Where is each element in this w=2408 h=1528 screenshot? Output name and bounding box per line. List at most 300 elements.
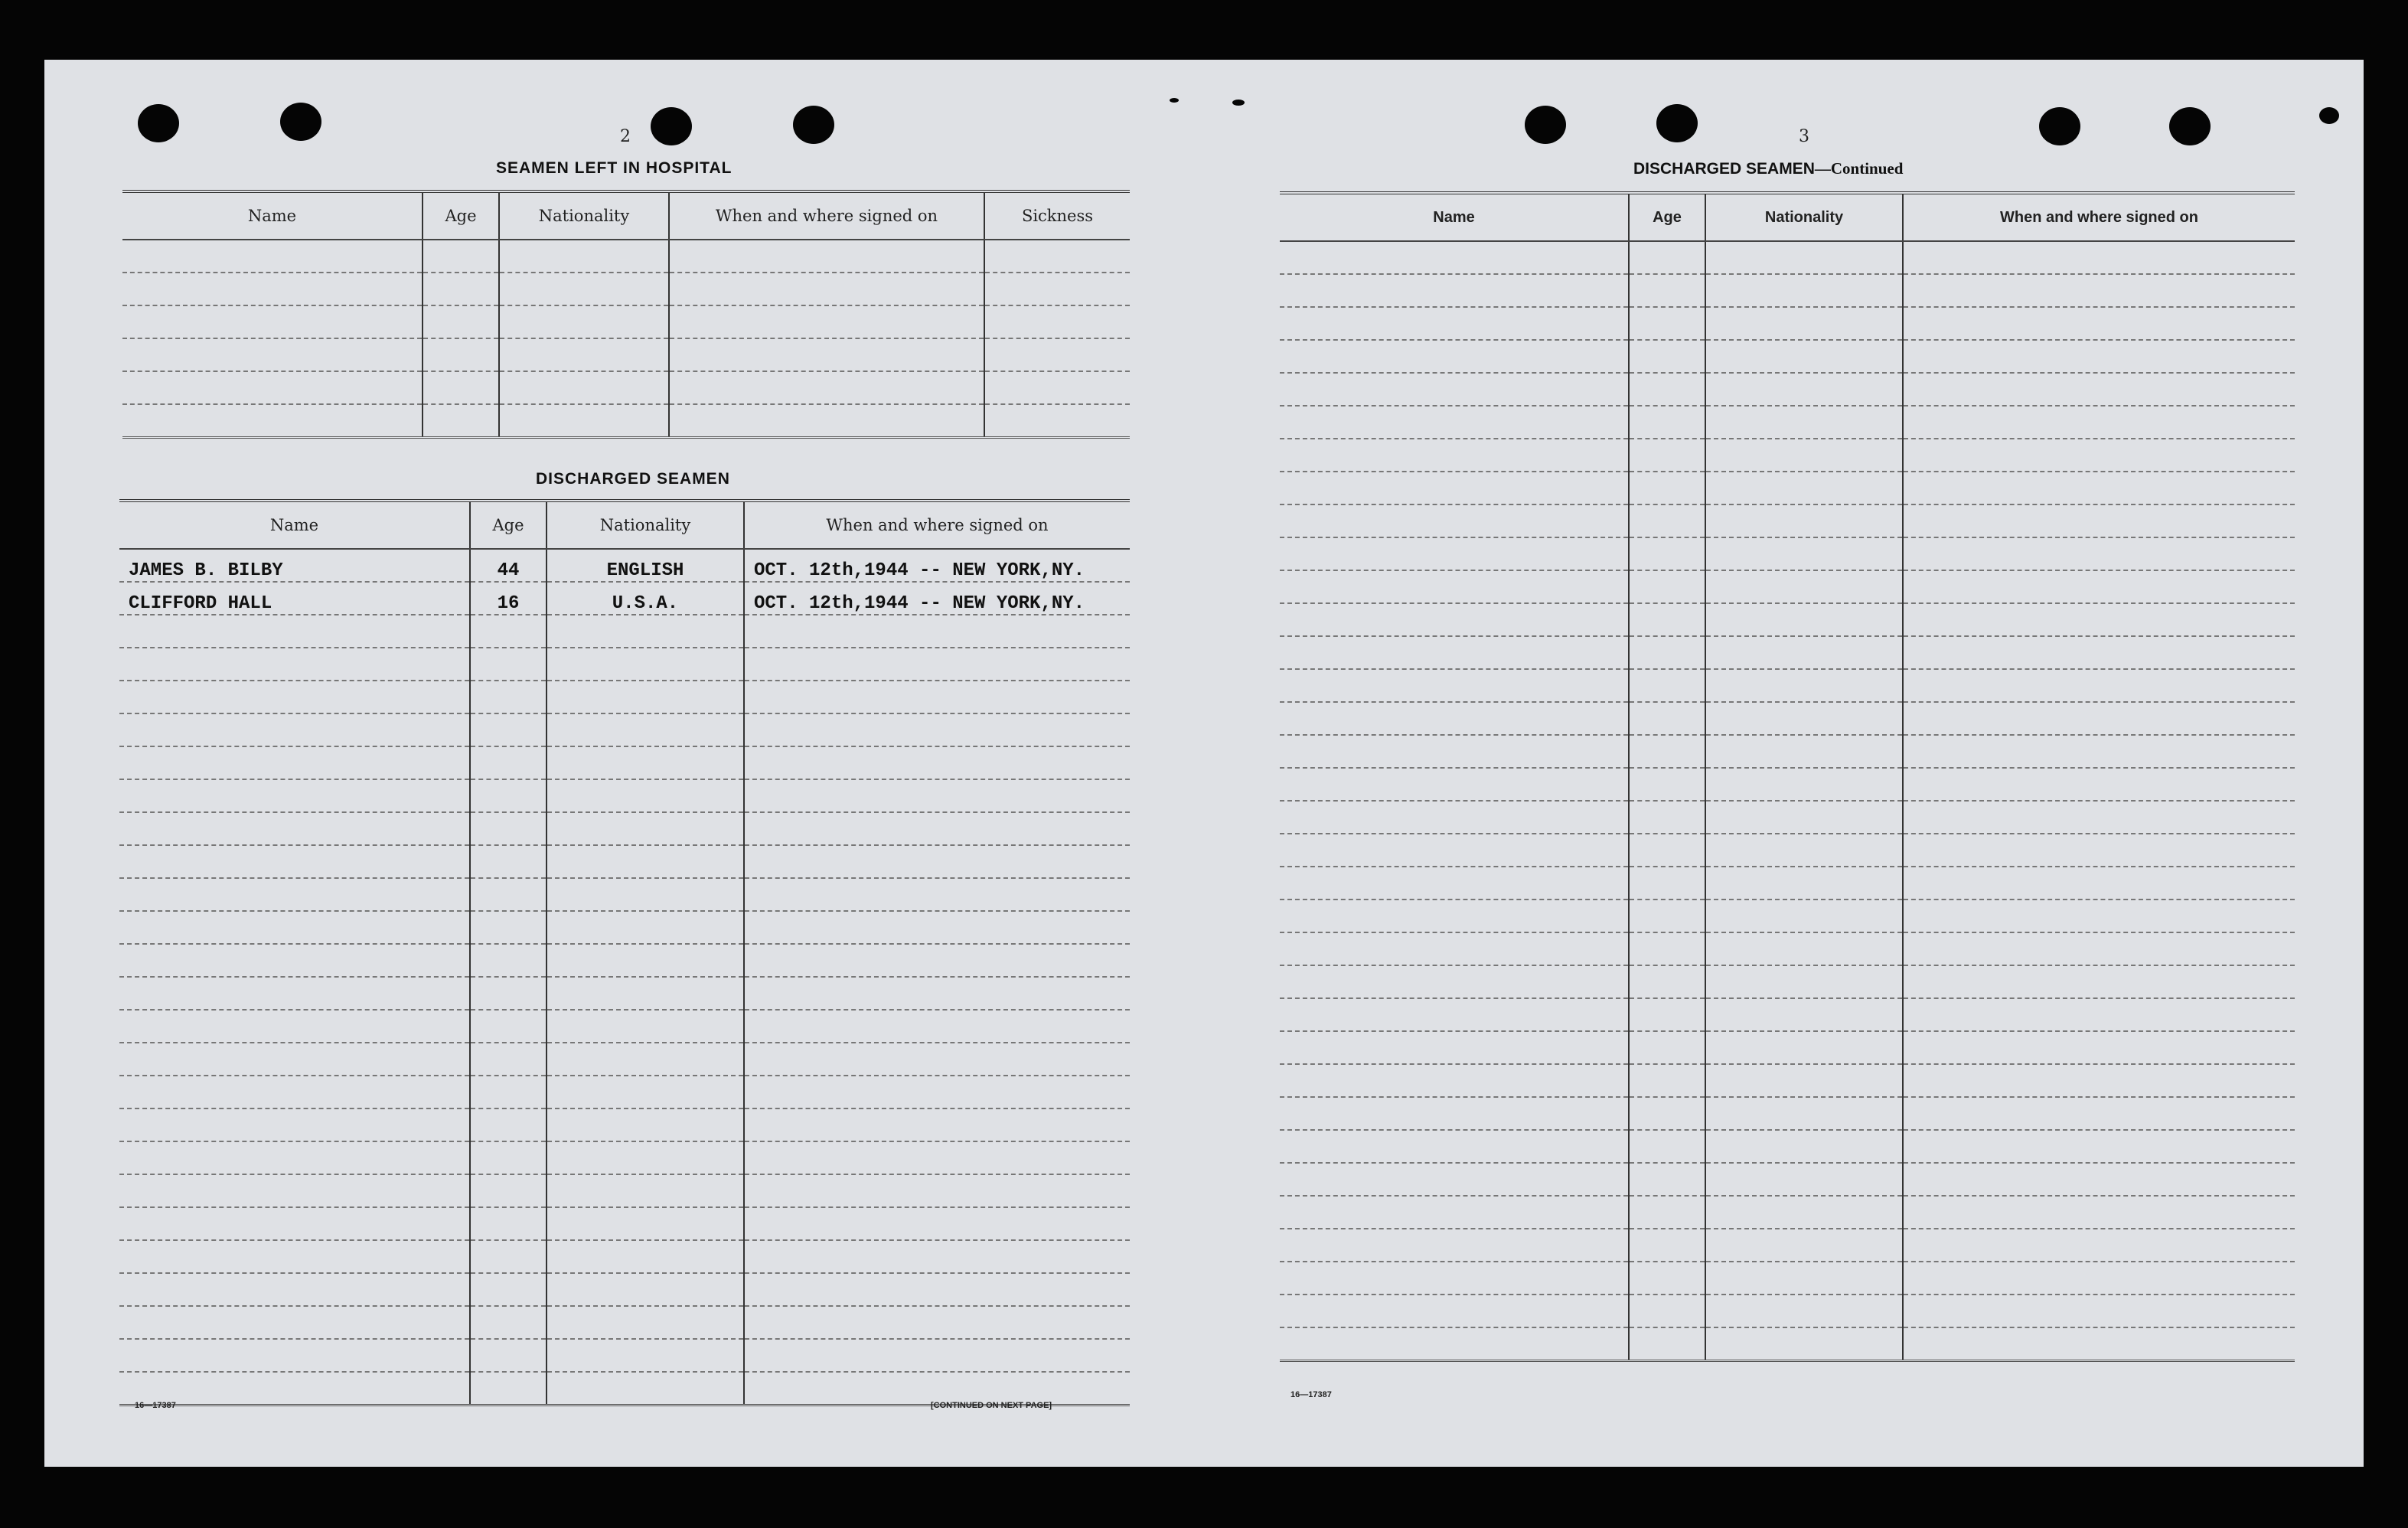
cell (470, 1108, 547, 1141)
cell (744, 845, 1130, 878)
cell (1903, 801, 2295, 834)
cell (1705, 373, 1903, 406)
cell (1629, 603, 1705, 636)
column-header-sickness: Sickness (984, 191, 1130, 240)
table-row (122, 305, 1130, 338)
cell (1280, 867, 1629, 899)
cell (119, 878, 470, 911)
cell (499, 338, 669, 371)
cell (1629, 998, 1705, 1031)
hospital-table (122, 190, 1130, 439)
cell (1280, 834, 1629, 867)
cell (1903, 965, 2295, 998)
cell (744, 1174, 1130, 1207)
cell (984, 371, 1130, 404)
form-number: 16—17387 (135, 1401, 176, 1410)
table-row (119, 878, 1130, 911)
cell (423, 371, 499, 404)
cell (1280, 735, 1629, 768)
cell (470, 812, 547, 845)
cell (1280, 1163, 1629, 1196)
cell (1629, 1327, 1705, 1361)
table-row (1280, 406, 2295, 439)
table-row (1280, 603, 2295, 636)
table-row (1280, 1262, 2295, 1295)
table-row (1280, 241, 2295, 274)
cell (669, 305, 984, 338)
column-header-age: Age (470, 501, 547, 549)
cell (470, 681, 547, 713)
cell (1280, 603, 1629, 636)
cell (1629, 241, 1705, 274)
cell (1280, 340, 1629, 373)
cell (744, 681, 1130, 713)
cell (1629, 735, 1705, 768)
cell (1280, 1295, 1629, 1327)
cell (1629, 867, 1705, 899)
cell (470, 1339, 547, 1372)
table-row (1280, 768, 2295, 801)
cell (119, 1108, 470, 1141)
table-row (1280, 504, 2295, 537)
cell (1629, 504, 1705, 537)
table-header-row (1280, 193, 2295, 241)
cell (119, 1339, 470, 1372)
cell (119, 944, 470, 977)
cell (547, 746, 744, 779)
cell (1903, 998, 2295, 1031)
table-row (1280, 1130, 2295, 1163)
cell (547, 1010, 744, 1043)
cell (1903, 274, 2295, 307)
cell (744, 878, 1130, 911)
column-header-nationality: Nationality (499, 191, 669, 240)
table-row (119, 1273, 1130, 1306)
table-row (1280, 1163, 2295, 1196)
table-row (1280, 1031, 2295, 1064)
table-row (1280, 1295, 2295, 1327)
cell (499, 371, 669, 404)
cell (470, 1174, 547, 1207)
cell (744, 1207, 1130, 1240)
cell (1705, 867, 1903, 899)
table-row (1280, 702, 2295, 735)
cell (547, 977, 744, 1010)
cell (122, 371, 423, 404)
cell (1629, 1130, 1705, 1163)
table-row (1280, 932, 2295, 965)
cell (1280, 274, 1629, 307)
table-row (122, 240, 1130, 273)
cell (1903, 1196, 2295, 1229)
cell (1705, 570, 1903, 603)
cell (1280, 307, 1629, 340)
cell (1280, 1229, 1629, 1262)
cell (984, 273, 1130, 305)
cell (669, 273, 984, 305)
title-text: DISCHARGED SEAMEN (1633, 160, 1815, 178)
seaman-nationality: U.S.A. (547, 582, 744, 615)
cell (423, 273, 499, 305)
cell (119, 713, 470, 746)
cell (744, 1076, 1130, 1108)
cell (423, 404, 499, 438)
cell (1629, 1097, 1705, 1130)
cell (1280, 1327, 1629, 1361)
cell (470, 1372, 547, 1406)
cell (1280, 1262, 1629, 1295)
cell (1280, 570, 1629, 603)
cell (1903, 867, 2295, 899)
cell (1629, 1031, 1705, 1064)
table-row (1280, 899, 2295, 932)
table-row (119, 648, 1130, 681)
cell (1280, 406, 1629, 439)
cell (1903, 1295, 2295, 1327)
cell (669, 338, 984, 371)
speck (1232, 100, 1245, 106)
cell (1903, 439, 2295, 472)
table-row (119, 845, 1130, 878)
cell (1705, 1196, 1903, 1229)
cell (547, 878, 744, 911)
discharged-table (119, 499, 1130, 1406)
cell (1629, 669, 1705, 702)
discharged-section-title: DISCHARGED SEAMEN (536, 470, 730, 488)
cell (1629, 274, 1705, 307)
cell (1705, 669, 1903, 702)
discharged-continued-title (1633, 159, 1903, 178)
cell (744, 1043, 1130, 1076)
cell (1629, 537, 1705, 570)
cell (744, 1306, 1130, 1339)
cell (547, 648, 744, 681)
cell (1903, 537, 2295, 570)
punch-hole (1656, 104, 1698, 142)
table-row (1280, 439, 2295, 472)
cell (499, 240, 669, 273)
cell (1903, 1262, 2295, 1295)
seaman-age: 16 (470, 582, 547, 615)
cell (1280, 1196, 1629, 1229)
cell (470, 977, 547, 1010)
cell (1705, 1064, 1903, 1097)
cell (119, 1010, 470, 1043)
cell (1705, 1262, 1903, 1295)
table-row (1280, 867, 2295, 899)
cell (1705, 965, 1903, 998)
cell (1903, 702, 2295, 735)
cell (119, 1076, 470, 1108)
cell (470, 1273, 547, 1306)
cell (119, 681, 470, 713)
cell (1903, 932, 2295, 965)
cell (1705, 307, 1903, 340)
cell (1629, 834, 1705, 867)
speck (1170, 98, 1179, 103)
cell (547, 944, 744, 977)
cell (119, 1174, 470, 1207)
cell (1903, 340, 2295, 373)
cell (1280, 801, 1629, 834)
table-row (119, 746, 1130, 779)
column-header-age: Age (1629, 193, 1705, 241)
cell (547, 615, 744, 648)
cell (547, 779, 744, 812)
cell (744, 1240, 1130, 1273)
table-row (1280, 735, 2295, 768)
cell (1705, 1031, 1903, 1064)
table-row (119, 681, 1130, 713)
cell (547, 681, 744, 713)
table-row (1280, 636, 2295, 669)
hospital-section-title: SEAMEN LEFT IN HOSPITAL (496, 159, 733, 177)
table-row (1280, 1064, 2295, 1097)
table-row (1280, 570, 2295, 603)
table-row (122, 371, 1130, 404)
cell (744, 812, 1130, 845)
table-row (1280, 1327, 2295, 1361)
cell (547, 713, 744, 746)
table-row (1280, 801, 2295, 834)
cell (1280, 537, 1629, 570)
table-row (119, 549, 1130, 582)
cell (122, 240, 423, 273)
cell (1903, 1163, 2295, 1196)
table-row (119, 779, 1130, 812)
table-row (119, 1141, 1130, 1174)
cell (1705, 472, 1903, 504)
seaman-nationality: ENGLISH (547, 549, 744, 582)
cell (119, 1273, 470, 1306)
title-suffix: —Continued (1814, 159, 1904, 178)
cell (470, 878, 547, 911)
cell (1705, 702, 1903, 735)
cell (470, 1076, 547, 1108)
cell (470, 1306, 547, 1339)
column-header-name: Name (122, 191, 423, 240)
cell (1280, 241, 1629, 274)
cell (423, 338, 499, 371)
table-row (1280, 834, 2295, 867)
cell (1903, 1327, 2295, 1361)
table-row (1280, 307, 2295, 340)
cell (1705, 735, 1903, 768)
column-header-name: Name (1280, 193, 1629, 241)
cell (547, 1076, 744, 1108)
cell (470, 911, 547, 944)
cell (1629, 1196, 1705, 1229)
cell (122, 305, 423, 338)
table-row (119, 911, 1130, 944)
cell (119, 845, 470, 878)
table-row (119, 1306, 1130, 1339)
table-row (119, 1108, 1130, 1141)
cell (744, 1010, 1130, 1043)
cell (1705, 1327, 1903, 1361)
cell (744, 911, 1130, 944)
cell (1903, 307, 2295, 340)
punch-hole (1525, 106, 1566, 144)
cell (1705, 537, 1903, 570)
cell (744, 615, 1130, 648)
table-row (119, 1010, 1130, 1043)
table-row (1280, 373, 2295, 406)
cell (122, 338, 423, 371)
cell (1280, 669, 1629, 702)
cell (1629, 899, 1705, 932)
table-row (119, 615, 1130, 648)
cell (119, 1372, 470, 1406)
cell (547, 845, 744, 878)
cell (744, 1339, 1130, 1372)
cell (547, 1372, 744, 1406)
cell (1903, 669, 2295, 702)
seaman-signed-on: OCT. 12th,1944 -- NEW YORK,NY. (744, 582, 1130, 615)
cell (744, 1141, 1130, 1174)
cell (1903, 406, 2295, 439)
table-row (119, 812, 1130, 845)
cell (1280, 899, 1629, 932)
cell (470, 1010, 547, 1043)
cell (1705, 1130, 1903, 1163)
page-number: 3 (1799, 127, 1809, 146)
cell (984, 404, 1130, 438)
cell (1705, 768, 1903, 801)
table-row (122, 273, 1130, 305)
cell (1629, 965, 1705, 998)
cell (1629, 801, 1705, 834)
cell (119, 1306, 470, 1339)
cell (470, 746, 547, 779)
cell (547, 1273, 744, 1306)
table-row (119, 1339, 1130, 1372)
table-row (1280, 669, 2295, 702)
continued-note: [CONTINUED ON NEXT PAGE] (931, 1401, 1052, 1410)
cell (744, 713, 1130, 746)
discharged-continued-table (1280, 191, 2295, 1362)
cell (1629, 570, 1705, 603)
cell (1705, 340, 1903, 373)
cell (1629, 472, 1705, 504)
cell (1280, 504, 1629, 537)
cell (1903, 472, 2295, 504)
cell (547, 1043, 744, 1076)
cell (1903, 735, 2295, 768)
seaman-age: 44 (470, 549, 547, 582)
cell (1705, 932, 1903, 965)
cell (1629, 406, 1705, 439)
cell (669, 404, 984, 438)
cell (119, 1240, 470, 1273)
cell (119, 615, 470, 648)
cell (1629, 1064, 1705, 1097)
cell (1280, 472, 1629, 504)
table-row (122, 404, 1130, 438)
cell (1280, 636, 1629, 669)
cell (1629, 373, 1705, 406)
table-row (119, 713, 1130, 746)
cell (1280, 768, 1629, 801)
cell (1280, 1031, 1629, 1064)
cell (470, 648, 547, 681)
cell (1280, 702, 1629, 735)
cell (119, 746, 470, 779)
cell (1903, 1064, 2295, 1097)
cell (1903, 1229, 2295, 1262)
cell (1705, 603, 1903, 636)
cell (1705, 834, 1903, 867)
seaman-signed-on: OCT. 12th,1944 -- NEW YORK,NY. (744, 549, 1130, 582)
cell (1903, 1130, 2295, 1163)
punch-hole (2039, 107, 2080, 145)
cell (1705, 1097, 1903, 1130)
cell (1280, 439, 1629, 472)
cell (499, 273, 669, 305)
cell (1280, 1064, 1629, 1097)
table-header-row (122, 191, 1130, 240)
cell (744, 1273, 1130, 1306)
cell (470, 944, 547, 977)
cell (1903, 603, 2295, 636)
cell (1705, 998, 1903, 1031)
cell (1629, 439, 1705, 472)
cell (984, 240, 1130, 273)
cell (119, 977, 470, 1010)
column-header-signed-on: When and where signed on (1903, 193, 2295, 241)
cell (1705, 899, 1903, 932)
cell (547, 1108, 744, 1141)
cell (1629, 1295, 1705, 1327)
cell (1903, 241, 2295, 274)
cell (1705, 1229, 1903, 1262)
cell (1705, 274, 1903, 307)
cell (119, 1207, 470, 1240)
cell (1705, 636, 1903, 669)
cell (547, 1141, 744, 1174)
cell (119, 1043, 470, 1076)
cell (1903, 570, 2295, 603)
form-number: 16—17387 (1290, 1390, 1332, 1399)
cell (547, 812, 744, 845)
column-header-signed-on: When and where signed on (669, 191, 984, 240)
punch-hole (651, 107, 692, 145)
cell (984, 338, 1130, 371)
cell (547, 911, 744, 944)
cell (669, 240, 984, 273)
cell (119, 1141, 470, 1174)
cell (499, 404, 669, 438)
table-row (119, 977, 1130, 1010)
cell (744, 779, 1130, 812)
cell (1705, 439, 1903, 472)
table-row (122, 338, 1130, 371)
cell (1280, 998, 1629, 1031)
seaman-name: JAMES B. BILBY (119, 549, 470, 582)
cell (1705, 241, 1903, 274)
cell (1903, 1031, 2295, 1064)
cell (1629, 702, 1705, 735)
cell (547, 1207, 744, 1240)
cell (744, 944, 1130, 977)
table-row (1280, 274, 2295, 307)
cell (1629, 307, 1705, 340)
cell (1280, 1130, 1629, 1163)
cell (744, 648, 1130, 681)
cell (744, 1372, 1130, 1406)
cell (1705, 1295, 1903, 1327)
table-row (1280, 340, 2295, 373)
